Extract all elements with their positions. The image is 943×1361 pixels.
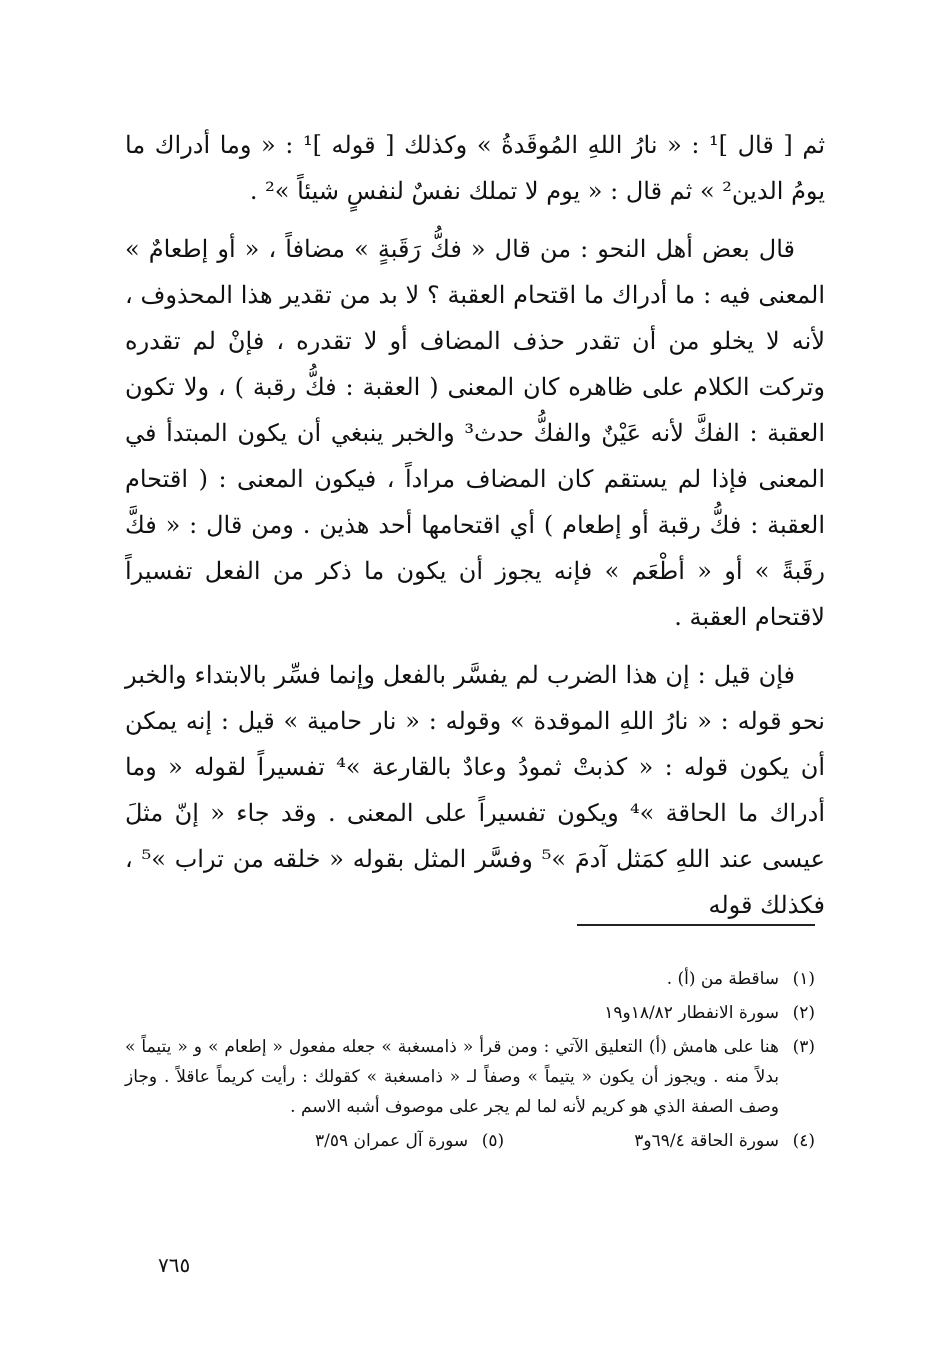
footnote-text: سورة آل عمران ٣/٥٩ [315, 1131, 469, 1151]
footnote-separator [577, 924, 815, 926]
footnote-text: سورة الحاقة ٦٩/٤و٣ [634, 1131, 779, 1151]
footnote-number: (٥) [481, 1131, 505, 1151]
page-number: ٧٦٥ [158, 1253, 191, 1277]
footnote-text: هنا على هامش (أ) التعليق الآتي : ومن قرأ « ذامسغبة » جعله مفعول « إطعام » و « يتيماً » بدلاً منه . ويجوز أن يكون « يتيماً » وصفاً لـ « ذامسغبة » كقولك : رأيت كريماً عاقلاً . وجاز وصف الصفة الذي هو كريم لأنه لما لم يجر على موصوف أشبه الاسم . [125, 1037, 779, 1117]
footnote-text: سورة الانفطار ١٨/٨٢و١٩ [604, 1003, 779, 1023]
footnote-4 [634, 1126, 815, 1156]
footnote-1 [125, 964, 815, 994]
footnote-text: ساقطة من (أ) . [666, 969, 779, 989]
footnote-2 [125, 998, 815, 1028]
footnote-number: (٢) [792, 1003, 815, 1023]
footnote-3 [125, 1032, 815, 1122]
paragraph-3: فإن قيل : إن هذا الضرب لم يفسَّر بالفعل وإنما فسِّر بالابتداء والخبر نحو قوله : « نارُ اللهِ الموقدة » وقوله : « نار حامية » قيل : إنه يمكن أن يكون قوله : « كذبتْ ثمودُ وعادٌ بالقارعة »⁴ تفسيراً لقوله « وما أدراك ما الحاقة »⁴ ويكون تفسيراً على المعنى . وقد جاء « إنّ مثلَ عيسى عند اللهِ كمَثل آدمَ »⁵ وفسَّر المثل بقوله « خلقه من تراب »⁵ ، فكذلك قوله [125, 661, 825, 919]
footnote-row [125, 1126, 815, 1156]
footnote-number: (٤) [792, 1131, 815, 1151]
footnote-number: (٣) [792, 1037, 815, 1057]
paragraph-1: ثم [ قال ]¹ : « نارُ اللهِ المُوقَدةُ » وكذلك [ قوله ]¹ : « وما أدراك ما يومُ الدين² » ثم قال : « يوم لا تملك نفسٌ لنفسٍ شيئاً »² . [125, 131, 826, 205]
footnotes [125, 964, 815, 1156]
footnote-5 [315, 1126, 504, 1156]
main-text [125, 122, 825, 928]
paragraph-2: قال بعض أهل النحو : من قال « فكُّ رَقَبةٍ » مضافاً ، « أو إطعامٌ » المعنى فيه : ما أدراك ما اقتحام العقبة ؟ لا بد من تقدير هذا المحذوف ، لأنه لا يخلو من أن تقدر حذف المضاف أو لا تقدره ، فإنْ لم تقدره وتركت الكلام على ظاهره كان المعنى ( العقبة : فكُّ رقبة ) ، ولا تكون العقبة : الفكَّ لأنه عَيْنٌ والفكُّ حدث³ والخبر ينبغي أن يكون المبتدأ في المعنى فإذا لم يستقم كان المضاف مراداً ، فيكون المعنى : ( اقتحام العقبة : فكُّ رقبة أو إطعام ) أي اقتحامها أحد هذين . ومن قال : « فكَّ رقَبةً » أو « أطْعَم » فإنه يجوز أن يكون ما ذكر من الفعل تفسيراً لاقتحام العقبة . [125, 235, 825, 631]
footnote-number: (١) [792, 969, 815, 989]
